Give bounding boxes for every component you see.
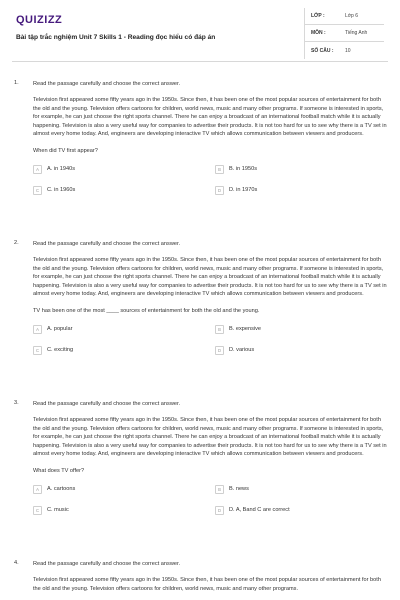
question-text: When did TV first appear? bbox=[33, 147, 98, 154]
option-checkbox[interactable]: D bbox=[215, 506, 224, 515]
option-label: D. in 1970s bbox=[229, 187, 258, 194]
meta-row-count bbox=[305, 42, 384, 59]
question-instruction: Read the passage carefully and choose the correct answer. bbox=[33, 81, 181, 87]
reading-passage: Television first appeared some fifty years ago in the 1950s. Since then, it has been one of the most popular sources of entertainment for both the old and the young. Television offers cartoons for children, world news, music and many other programs. If someone is interested in sports, for example, he can just choose the right sports channel. There he can enjoy a broadcast of an international football match while it is actually happening. Television is also a very useful way for companies to advertise their products. It is not too hard for us to see why there is a TV set in almost every home today. And, engineers are developing interactive TV which allows communication between viewers and producers. bbox=[33, 417, 387, 458]
meta-value: Tiếng Anh bbox=[345, 30, 368, 36]
option-label: B. in 1950s bbox=[229, 166, 257, 173]
answer-option-d[interactable] bbox=[215, 506, 375, 515]
question-instruction: Read the passage carefully and choose the correct answer. bbox=[33, 241, 181, 247]
meta-label: SỐ CÂU : bbox=[311, 47, 334, 54]
option-label: D. A, Band C are correct bbox=[229, 507, 290, 514]
answer-option-c[interactable] bbox=[33, 506, 215, 515]
answer-option-d[interactable] bbox=[215, 186, 375, 195]
option-label: A. in 1940s bbox=[47, 166, 75, 173]
worksheet-header bbox=[12, 0, 388, 62]
answer-options bbox=[33, 485, 388, 515]
meta-label: LỚP : bbox=[311, 13, 325, 19]
reading-passage: Television first appeared some fifty years ago in the 1950s. Since then, it has been one of the most popular sources of entertainment for both the old and the young. Television offers cartoons for children, world news, music and many other programs. bbox=[33, 577, 381, 592]
option-checkbox[interactable]: A bbox=[33, 165, 42, 174]
question-text: TV has been one of the most ____ sources of entertainment for both the old and the young. bbox=[33, 307, 260, 314]
meta-value: 10 bbox=[345, 47, 351, 54]
option-checkbox[interactable]: A bbox=[33, 485, 42, 494]
option-label: C. in 1960s bbox=[47, 187, 76, 194]
meta-row-subject bbox=[305, 25, 384, 42]
option-checkbox[interactable]: B bbox=[215, 325, 224, 334]
meta-value: Lớp 6 bbox=[345, 13, 359, 19]
option-label: B. news bbox=[229, 486, 249, 493]
answer-option-a[interactable] bbox=[33, 165, 215, 174]
option-label: D. various bbox=[229, 347, 255, 354]
answer-option-c[interactable] bbox=[33, 186, 215, 195]
answer-option-d[interactable] bbox=[215, 346, 375, 355]
option-checkbox[interactable]: B bbox=[215, 485, 224, 494]
question-number: 2. bbox=[14, 240, 19, 246]
question-text: What does TV offer? bbox=[33, 467, 85, 474]
answer-option-a[interactable] bbox=[33, 325, 215, 334]
option-checkbox[interactable]: C bbox=[33, 186, 42, 195]
option-label: C. music bbox=[47, 507, 69, 514]
question-1 bbox=[12, 80, 388, 195]
answer-options bbox=[33, 325, 388, 355]
answer-options bbox=[33, 165, 388, 195]
worksheet-title: Bài tập trắc nghiệm Unit 7 Skills 1 - Reading đọc hiểu có đáp án bbox=[16, 34, 216, 41]
question-instruction: Read the passage carefully and choose the correct answer. bbox=[33, 401, 181, 407]
question-instruction: Read the passage carefully and choose the correct answer. bbox=[33, 561, 181, 567]
option-checkbox[interactable]: B bbox=[215, 165, 224, 174]
option-checkbox[interactable]: C bbox=[33, 506, 42, 515]
answer-option-b[interactable] bbox=[215, 485, 375, 494]
question-2 bbox=[12, 240, 388, 355]
option-label: A. cartoons bbox=[47, 486, 76, 493]
meta-row-grade bbox=[305, 8, 384, 25]
question-4 bbox=[12, 560, 388, 593]
option-label: A. popular bbox=[47, 326, 73, 333]
option-label: C. exciting bbox=[47, 347, 74, 354]
answer-option-b[interactable] bbox=[215, 165, 375, 174]
quizizz-logo: QUIZIZZ bbox=[16, 14, 63, 26]
answer-option-a[interactable] bbox=[33, 485, 215, 494]
question-number: 3. bbox=[14, 400, 19, 406]
option-checkbox[interactable]: D bbox=[215, 186, 224, 195]
reading-passage: Television first appeared some fifty years ago in the 1950s. Since then, it has been one of the most popular sources of entertainment for both the old and the young. Television offers cartoons for children, world news, music and many other programs. If someone is interested in sports, for example, he can just choose the right sports channel. There he can enjoy a broadcast of an international football match while it is actually happening. Television is also a very useful way for companies to advertise their products. It is not too hard for us to see why there is a TV set in almost every home today. And, engineers are developing interactive TV which allows communication between viewers and producers. bbox=[33, 97, 387, 138]
option-checkbox[interactable]: D bbox=[215, 346, 224, 355]
answer-option-c[interactable] bbox=[33, 346, 215, 355]
question-number: 1. bbox=[14, 80, 19, 86]
option-checkbox[interactable]: A bbox=[33, 325, 42, 334]
meta-table bbox=[304, 8, 384, 59]
question-number: 4. bbox=[14, 560, 19, 566]
meta-label: MÔN : bbox=[311, 30, 326, 36]
question-3 bbox=[12, 400, 388, 515]
reading-passage: Television first appeared some fifty years ago in the 1950s. Since then, it has been one of the most popular sources of entertainment for both the old and the young. Television offers cartoons for children, world news, music and many other programs. If someone is interested in sports, for example, he can just choose the right sports channel. There he can enjoy a broadcast of an international football match while it is actually happening. Television is also a very useful way for companies to advertise their products. It is not too hard for us to see why there is a TV set in almost every home today. And, engineers are developing interactive TV which allows communication between viewers and producers. bbox=[33, 257, 387, 298]
option-label: B. expensive bbox=[229, 326, 262, 333]
option-checkbox[interactable]: C bbox=[33, 346, 42, 355]
answer-option-b[interactable] bbox=[215, 325, 375, 334]
